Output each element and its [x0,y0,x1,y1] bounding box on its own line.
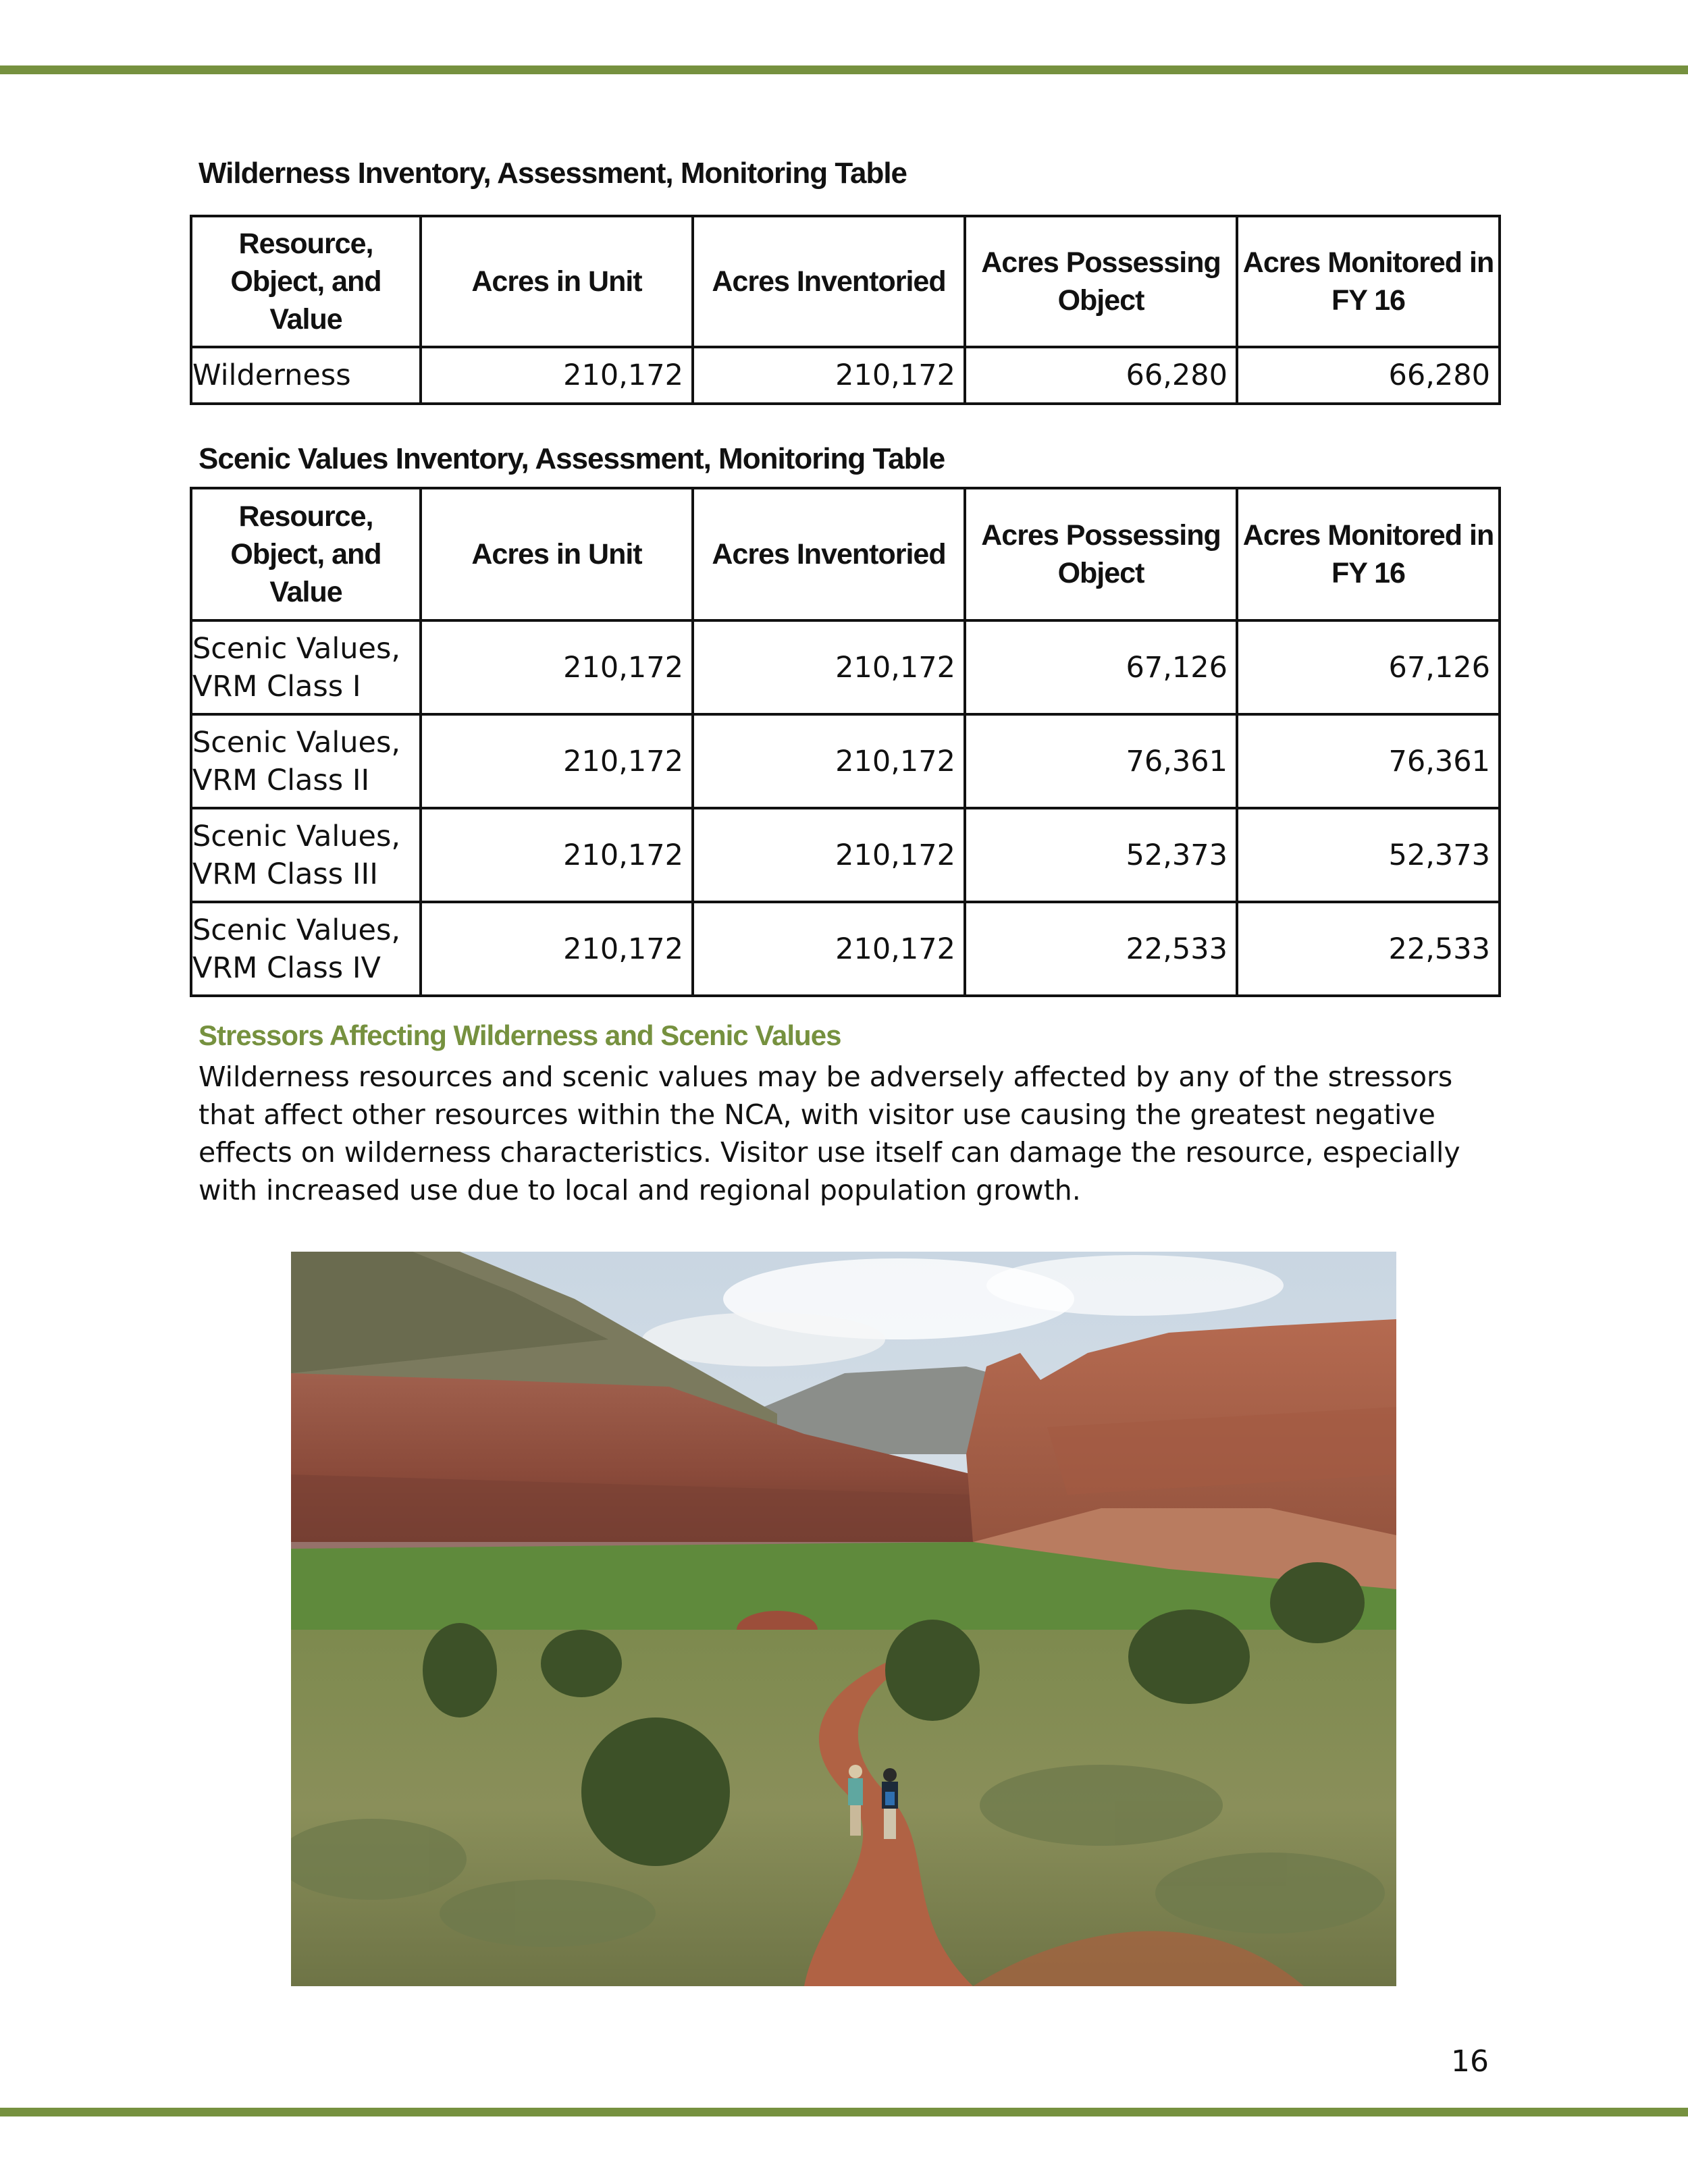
cell-acres-monitored: 76,361 [1237,714,1500,808]
cell-acres-monitored: 66,280 [1237,347,1500,404]
cell-acres-in-unit: 210,172 [421,620,693,714]
cell-acres-possessing: 66,280 [965,347,1237,404]
scenic-table [190,487,1501,997]
cell-resource: Scenic Values, VRM Class IV [191,902,421,996]
cell-resource: Scenic Values, VRM Class III [191,808,421,902]
cell-acres-inventoried: 210,172 [693,347,965,404]
header-acres-monitored: Acres Monitored in FY 16 [1237,488,1500,620]
cell-acres-inventoried: 210,172 [693,714,965,808]
stressors-heading: Stressors Affecting Wilderness and Scenic Values [199,1019,841,1051]
cell-acres-inventoried: 210,172 [693,620,965,714]
table-row [191,347,1500,404]
top-rule [0,65,1688,74]
header-acres-monitored: Acres Monitored in FY 16 [1237,216,1500,347]
header-acres-possessing: Acres Possessing Object [965,488,1237,620]
cell-resource: Scenic Values, VRM Class I [191,620,421,714]
page-number: 16 [1451,2044,1489,2079]
header-resource: Resource, Object, and Value [191,216,421,347]
canyon-trail-photo [291,1252,1396,1986]
stressors-paragraph: Wilderness resources and scenic values may be adversely affected by any of the stressors that affect other resources within the NCA, with visitor use causing the greatest negative effects on wilderness characteristics. Visitor use itself can damage the resource, especially with increased use due to local and regional population growth. [199,1061,1460,1206]
wilderness-table [190,215,1501,405]
cell-acres-in-unit: 210,172 [421,902,693,996]
wilderness-table-title: Wilderness Inventory, Assessment, Monitoring Table [199,157,907,190]
cell-acres-in-unit: 210,172 [421,808,693,902]
cell-resource: Scenic Values, VRM Class II [191,714,421,808]
cell-acres-monitored: 22,533 [1237,902,1500,996]
cell-acres-monitored: 52,373 [1237,808,1500,902]
cell-acres-possessing: 52,373 [965,808,1237,902]
cell-acres-in-unit: 210,172 [421,714,693,808]
table-row [191,714,1500,808]
cell-acres-monitored: 67,126 [1237,620,1500,714]
cell-acres-possessing: 67,126 [965,620,1237,714]
header-acres-inventoried: Acres Inventoried [693,488,965,620]
header-acres-inventoried: Acres Inventoried [693,216,965,347]
cell-acres-inventoried: 210,172 [693,902,965,996]
cell-acres-inventoried: 210,172 [693,808,965,902]
table-row [191,808,1500,902]
scenic-table-title: Scenic Values Inventory, Assessment, Monitoring Table [199,442,945,475]
cell-acres-possessing: 76,361 [965,714,1237,808]
header-acres-in-unit: Acres in Unit [421,488,693,620]
header-acres-possessing: Acres Possessing Object [965,216,1237,347]
header-resource: Resource, Object, and Value [191,488,421,620]
table-row [191,902,1500,996]
cell-acres-possessing: 22,533 [965,902,1237,996]
cell-resource: Wilderness [191,347,421,404]
header-acres-in-unit: Acres in Unit [421,216,693,347]
bottom-rule [0,2108,1688,2116]
cell-acres-in-unit: 210,172 [421,347,693,404]
table-row [191,620,1500,714]
